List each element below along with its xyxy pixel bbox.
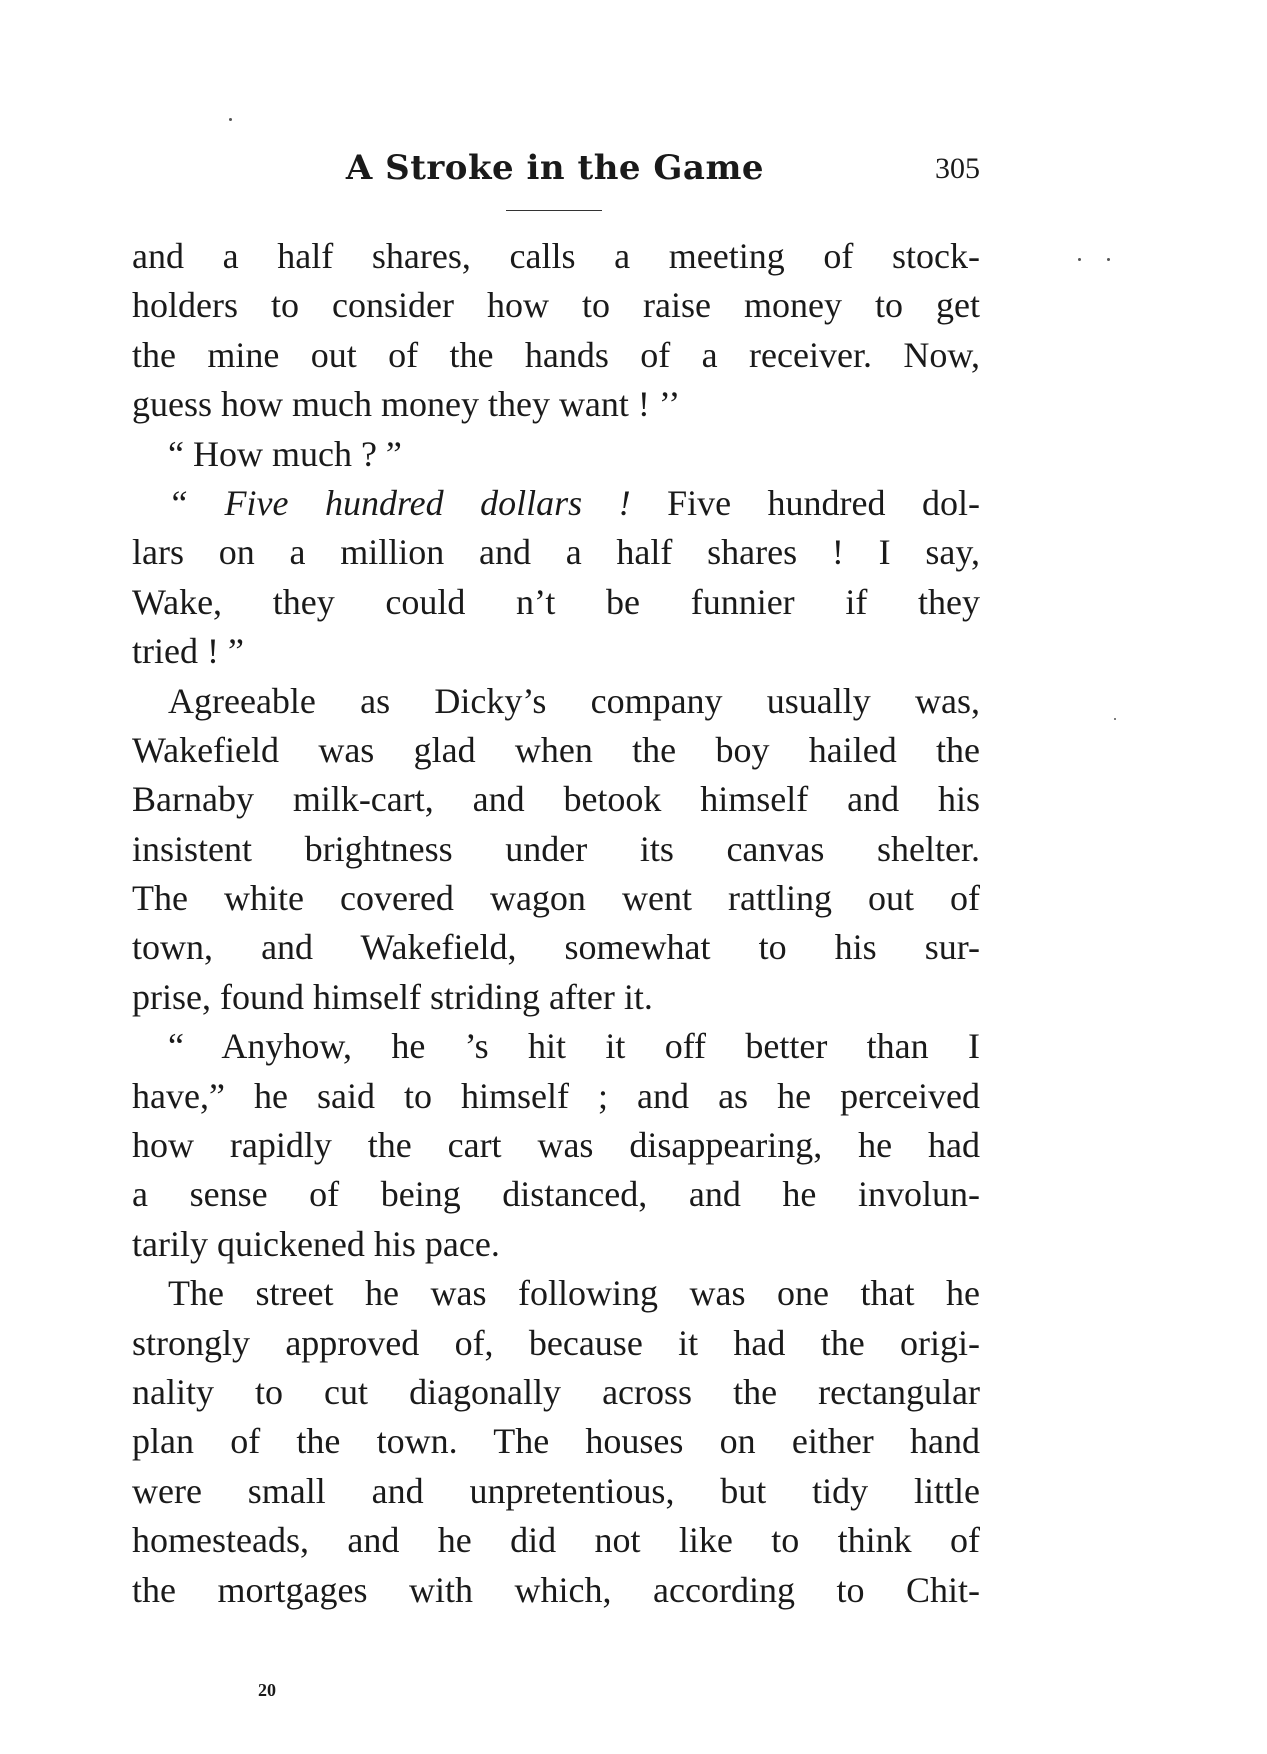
line-text: Five hundred dol-: [630, 482, 980, 523]
text-line: [132, 825, 980, 874]
line-text: “ Anyhow, he ’s hit it off better than I: [168, 1026, 980, 1067]
text-line: [132, 578, 980, 627]
scan-speck: [1114, 718, 1116, 720]
text-line: [132, 1022, 980, 1071]
text-line: [132, 1121, 980, 1170]
line-text: the mine out of the hands of a receiver. Now,: [132, 334, 980, 375]
running-title: A Stroke in the Game: [345, 148, 765, 188]
line-text: “ How much ? ”: [168, 433, 402, 474]
text-line: [132, 1566, 980, 1615]
line-text: were small and unpretentious, but tidy little: [132, 1470, 980, 1511]
text-line: [132, 1368, 980, 1417]
header-rule: [506, 210, 602, 211]
text-line: [132, 430, 980, 479]
text-line: [132, 281, 980, 330]
text-line: [132, 1269, 980, 1318]
text-line: [132, 1516, 980, 1565]
line-text: prise, found himself striding after it.: [132, 976, 653, 1017]
scan-speck: [1107, 258, 1110, 261]
text-line: [132, 1170, 980, 1219]
text-line: [132, 874, 980, 923]
line-text: lars on a million and a half shares ! I say,: [132, 532, 980, 573]
text-line: [132, 1220, 980, 1269]
line-text: and a half shares, calls a meeting of stock-: [132, 236, 980, 276]
line-text: nality to cut diagonally across the rectangular: [132, 1371, 980, 1412]
text-line: [132, 232, 980, 281]
text-line: [132, 380, 980, 429]
line-text: have,” he said to himself ; and as he perceived: [132, 1075, 980, 1116]
text-line: [132, 973, 980, 1022]
line-text: tarily quickened his pace.: [132, 1223, 500, 1264]
text-line: [132, 677, 980, 726]
text-line: [132, 1467, 980, 1516]
line-text: homesteads, and he did not like to think of: [132, 1520, 980, 1561]
line-text: The white covered wagon went rattling out of: [132, 878, 980, 919]
text-line: [132, 479, 980, 528]
line-text: Barnaby milk-cart, and betook himself and his: [132, 779, 980, 820]
scan-speck: [1078, 258, 1081, 261]
line-text: strongly approved of, because it had the origi-: [132, 1322, 980, 1363]
line-text: The street he was following was one that he: [168, 1273, 980, 1314]
text-line: [132, 1319, 980, 1368]
line-text: holders to consider how to raise money to get: [132, 285, 980, 326]
line-text: guess how much money they want ! ’’: [132, 384, 681, 425]
italic-phrase: “ Five hundred dollars !: [168, 482, 631, 523]
line-text: plan of the town. The houses on either hand: [132, 1421, 980, 1462]
text-line: [132, 331, 980, 380]
line-text: the mortgages with which, according to Chit-: [132, 1569, 980, 1610]
page-header: [130, 148, 980, 198]
scan-speck: [229, 118, 232, 121]
line-text: Wakefield was glad when the boy hailed the: [132, 729, 980, 770]
text-line: [132, 923, 980, 972]
line-text: town, and Wakefield, somewhat to his sur-: [132, 927, 980, 968]
line-text: Agreeable as Dicky’s company usually was,: [168, 680, 980, 721]
text-line: [132, 528, 980, 577]
text-line: [132, 1417, 980, 1466]
line-text: tried ! ”: [132, 631, 244, 672]
line-text: insistent brightness under its canvas shelter.: [132, 828, 980, 869]
text-line: [132, 627, 980, 676]
page-number: 305: [935, 152, 980, 185]
body-text: [132, 232, 980, 1615]
line-text: how rapidly the cart was disappearing, he had: [132, 1125, 980, 1166]
line-text: Wake, they could n’t be funnier if they: [132, 581, 980, 622]
line-text: a sense of being distanced, and he involun-: [132, 1174, 980, 1215]
signature-mark: 20: [258, 1680, 276, 1700]
text-line: [132, 775, 980, 824]
text-line: [132, 1072, 980, 1121]
text-line: [132, 726, 980, 775]
